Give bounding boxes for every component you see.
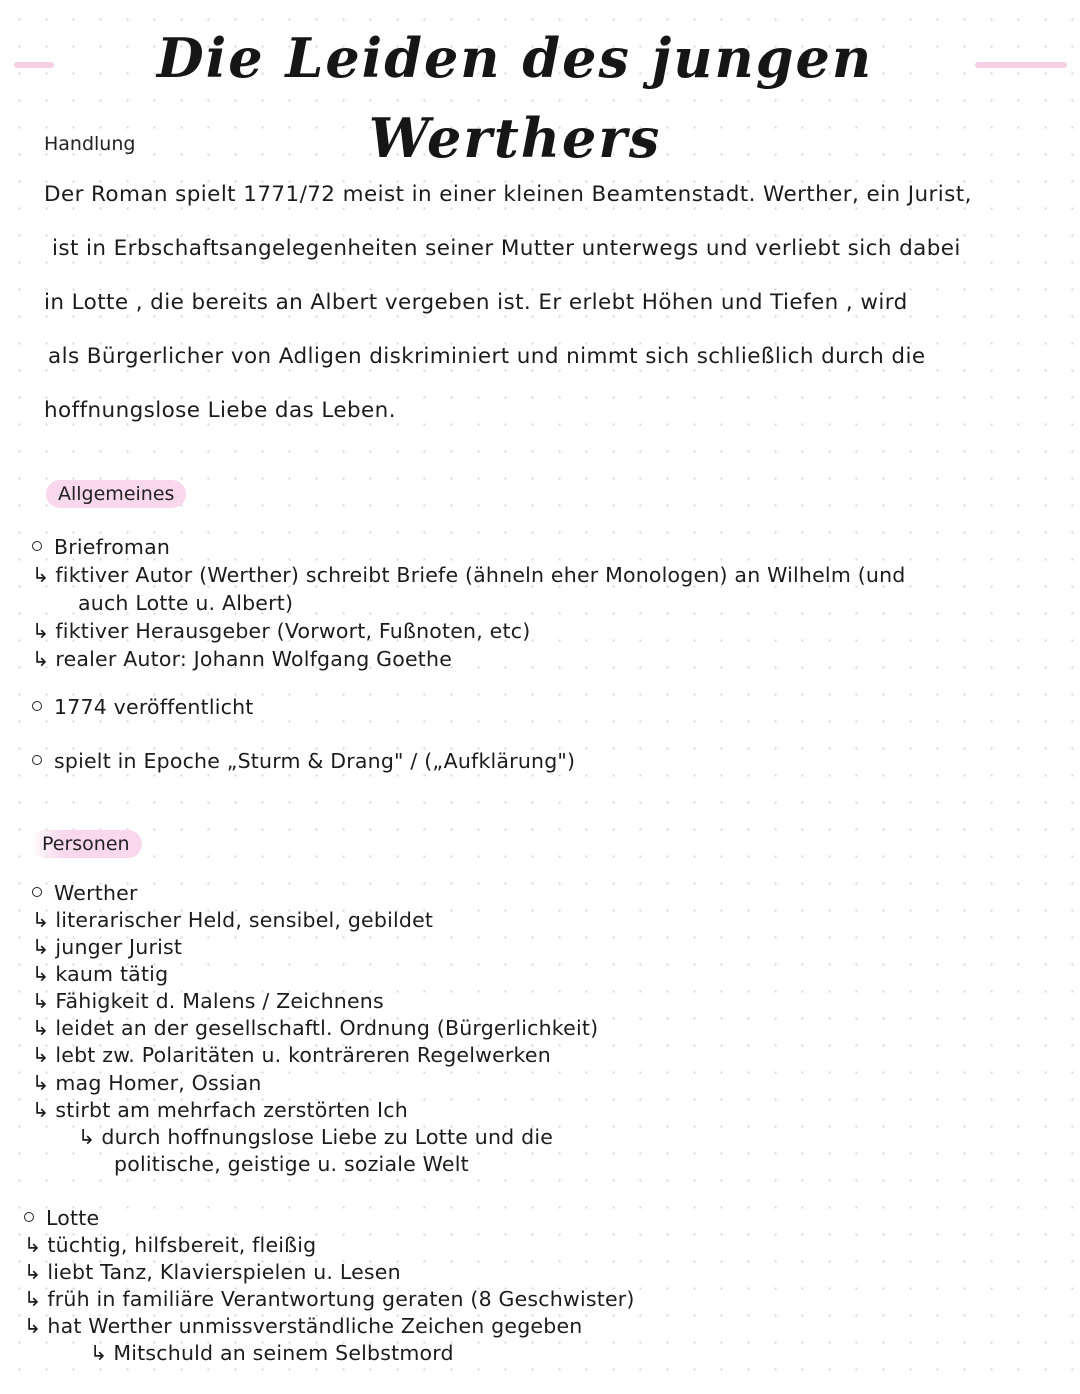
- list-item: ↳ durch hoffnungslose Liebe zu Lotte und die: [78, 1125, 554, 1149]
- list-item: ↳ leidet an der gesellschaftl. Ordnung (Bürgerlichkeit): [32, 1016, 599, 1040]
- list-item: ↳ stirbt am mehrfach zerstörten Ich: [32, 1098, 408, 1122]
- bullet-icon: [32, 755, 42, 765]
- handlung-line: ist in Erbschaftsangelegenheiten seiner Mutter unterwegs und verliebt sich dabei: [52, 236, 961, 261]
- list-item: ↳ fiktiver Herausgeber (Vorwort, Fußnoten, etc): [32, 619, 531, 643]
- arrow-icon: ↳: [32, 1043, 50, 1067]
- title-decoration-left: [14, 62, 54, 68]
- list-item: ↳ hat Werther unmissverständliche Zeichen gegeben: [24, 1314, 583, 1338]
- arrow-icon: ↳: [24, 1233, 42, 1257]
- list-item: ↳ liebt Tanz, Klavierspielen u. Lesen: [24, 1260, 401, 1284]
- list-item: ↳ Fähigkeit d. Malens / Zeichnens: [32, 989, 384, 1013]
- handlung-line: Der Roman spielt 1771/72 meist in einer kleinen Beamtenstadt. Werther, ein Jurist,: [44, 182, 972, 207]
- list-item: 1774 veröffentlicht: [32, 694, 254, 720]
- arrow-icon: ↳: [32, 935, 50, 959]
- list-item: ↳ junger Jurist: [32, 935, 183, 959]
- list-item: Werther: [32, 880, 138, 906]
- handlung-line: in Lotte , die bereits an Albert vergeben ist. Er erlebt Höhen und Tiefen , wird: [44, 290, 908, 315]
- title-decoration-right: [975, 62, 1067, 68]
- list-item: ↳ früh in familiäre Verantwortung geraten (8 Geschwister): [24, 1287, 635, 1311]
- list-item: ↳ lebt zw. Polaritäten u. konträreren Regelwerken: [32, 1043, 551, 1067]
- bullet-icon: [32, 701, 42, 711]
- bullet-icon: [32, 887, 42, 897]
- arrow-icon: ↳: [90, 1341, 108, 1365]
- bullet-icon: [32, 541, 42, 551]
- arrow-icon: ↳: [32, 1016, 50, 1040]
- list-item: spielt in Epoche „Sturm & Drang" / („Aufklärung"): [32, 748, 575, 774]
- arrow-icon: ↳: [32, 1098, 50, 1122]
- arrow-icon: ↳: [32, 989, 50, 1013]
- list-item: ↳ fiktiver Autor (Werther) schreibt Briefe (ähneln eher Monologen) an Wilhelm (und: [32, 563, 906, 587]
- arrow-icon: ↳: [32, 563, 50, 587]
- list-item: auch Lotte u. Albert): [78, 591, 294, 615]
- heading-handlung: Handlung: [44, 133, 136, 155]
- arrow-icon: ↳: [78, 1125, 96, 1149]
- page-title: Die Leiden des jungen Werthers: [156, 26, 874, 170]
- list-item: Briefroman: [32, 534, 170, 560]
- arrow-icon: ↳: [32, 962, 50, 986]
- bullet-icon: [24, 1212, 34, 1222]
- arrow-icon: ↳: [24, 1260, 42, 1284]
- handlung-line: hoffnungslose Liebe das Leben.: [44, 398, 396, 423]
- arrow-icon: ↳: [32, 619, 50, 643]
- list-item: ↳ realer Autor: Johann Wolfgang Goethe: [32, 647, 453, 671]
- arrow-icon: ↳: [24, 1287, 42, 1311]
- list-item: politische, geistige u. soziale Welt: [114, 1152, 469, 1176]
- list-item: ↳ tüchtig, hilfsbereit, fleißig: [24, 1233, 317, 1257]
- arrow-icon: ↳: [32, 1071, 50, 1095]
- list-item: ↳ literarischer Held, sensibel, gebildet: [32, 908, 434, 932]
- list-item: ↳ kaum tätig: [32, 962, 169, 986]
- arrow-icon: ↳: [32, 908, 50, 932]
- arrow-icon: ↳: [32, 647, 50, 671]
- list-item: Lotte: [24, 1205, 99, 1231]
- arrow-icon: ↳: [24, 1314, 42, 1338]
- handlung-line: als Bürgerlicher von Adligen diskriminiert und nimmt sich schließlich durch die: [48, 344, 926, 369]
- list-item: ↳ mag Homer, Ossian: [32, 1071, 262, 1095]
- heading-allgemeines: Allgemeines: [46, 480, 186, 508]
- heading-personen: Personen: [30, 830, 142, 858]
- list-item: ↳ Mitschuld an seinem Selbstmord: [90, 1341, 454, 1365]
